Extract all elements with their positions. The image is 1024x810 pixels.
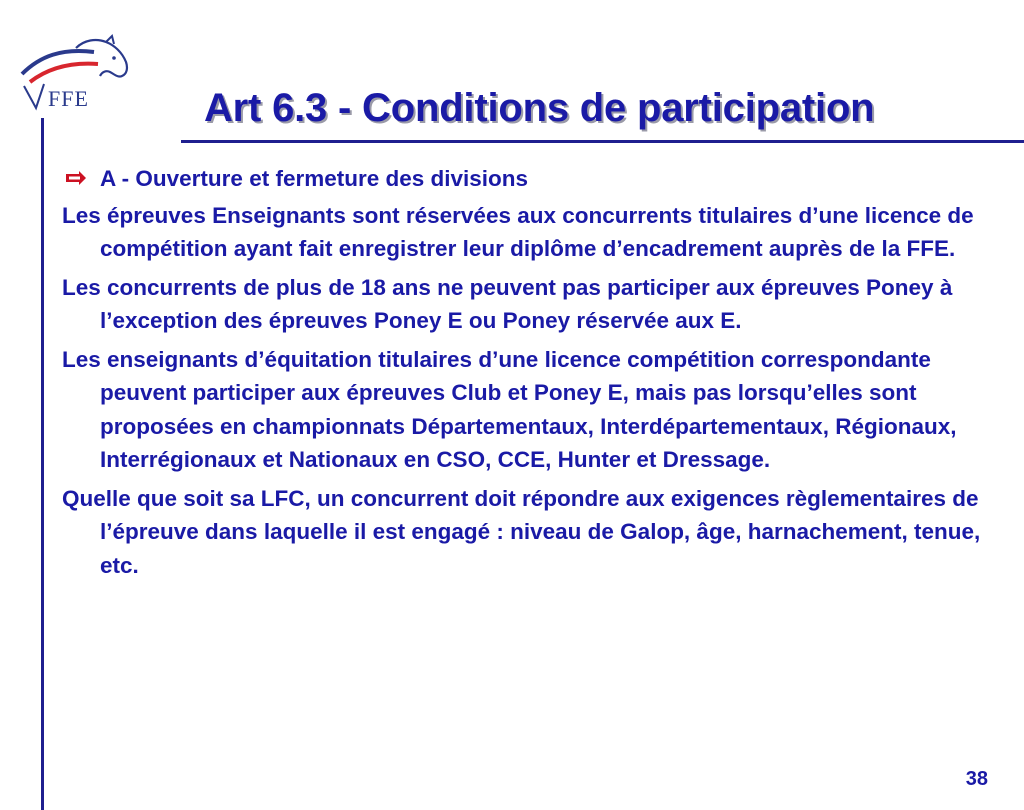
paragraph: Quelle que soit sa LFC, un concurrent doit répondre aux exigences règlementaires de l’épreuve dans laquelle il est engagé : niveau de Galop, âge, harnachement, tenue, etc. (62, 485, 981, 578)
bullet-text: A - Ouverture et fermeture des divisions (100, 166, 529, 191)
arrow-bullet-icon (65, 171, 87, 185)
ffe-logo (14, 34, 134, 114)
slide-title: Art 6.3 - Conditions de participation (204, 86, 875, 130)
title-rule (181, 140, 1024, 143)
paragraph: Les épreuves Enseignants sont réservées aux concurrents titulaires d’une licence de compétition ayant fait enregistrer leur diplôme d’encadrement auprès de la FFE. (62, 202, 974, 261)
left-rule (41, 118, 44, 810)
ffe-logo-text: FFE (48, 86, 89, 111)
slide-body (62, 162, 992, 587)
paragraph: Les concurrents de plus de 18 ans ne peuvent pas participer aux épreuves Poney à l’exception des épreuves Poney E ou Poney réservée aux E. (62, 274, 953, 333)
paragraph: Les enseignants d’équitation titulaires d’une licence compétition correspondante peuvent participer aux épreuves Club et Poney E, mais pas lorsqu’elles sont proposées en championnats Départementaux, Interdépartementaux, Régionaux, Interrégionaux et Nationaux en CSO, CCE, Hunter et Dressage. (62, 346, 957, 472)
page-number: 38 (965, 768, 988, 790)
bullet-item (62, 162, 992, 196)
